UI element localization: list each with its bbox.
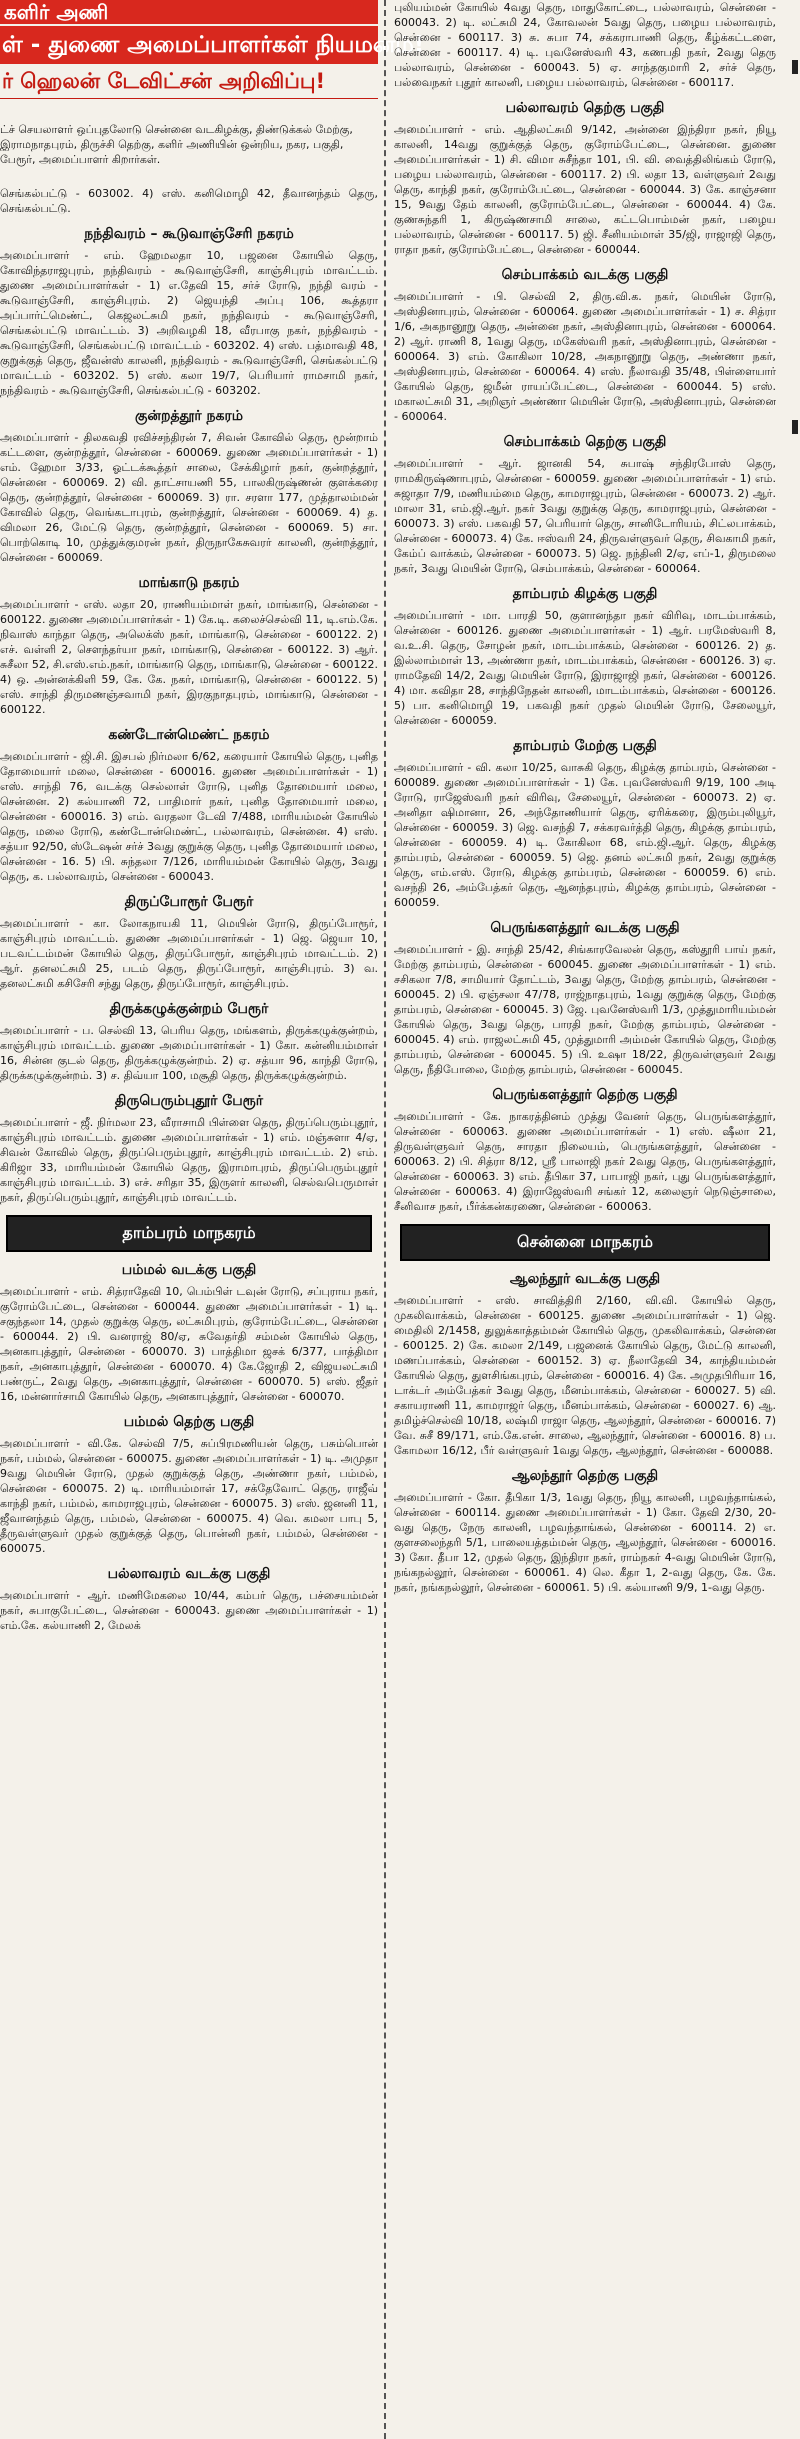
- section-body: புலியம்மன் கோயில் 4வது தெரு, மாதுகோட்டை, பல்லாவரம், சென்னை - 600043. 2) டி. லட்சுமி 24, கோவலன் 5வது தெரு, பழைய பல்லாவரம், சென்னை - 600117. 3) சு. சுபா 74, சக்கராபாணி தெரு, கீழ்க்கட்டளை, சென்னை - 600117. 4) டி. புவனேஸ்வரி 43, கணபதி நகர், 2வது தெரு பல்லாவரம், சென்னை - 600043. 5) ஏ. சாந்தகுமாரி 2, சர்ச் தெரு, பல்வைநகர் புதூர் காலனி, பழைய பல்லாவரம், சென்னை - 600117.: [394, 1, 776, 89]
- column-divider: [384, 0, 386, 2439]
- section-title: பம்மல் வடக்கு பகுதி: [121, 1262, 257, 1278]
- section-title: திருக்கழுக்குன்றம் பேரூர்: [109, 1001, 269, 1017]
- section-title: பல்லாவரம் தெற்கு பகுதி: [505, 100, 665, 116]
- section-title: பெருங்களத்தூர் வடக்கு பகுதி: [490, 920, 680, 936]
- intro-text: ட்ச் செயலாளர் ஒப்புதலோடு சென்னை வடகிழக்கு, திண்டுக்கல் மேற்கு, இராமநாதபுரம், திருச்சி தெற்கு, களிர் அணியின் ஒன்றிய, நகர, பகுதி, பேரூர், அமைப்பாளர் கிறார்கள்.: [0, 123, 353, 166]
- section-title: செம்பாக்கம் தெற்கு பகுதி: [503, 434, 667, 450]
- section-body: அமைப்பாளர் - ஆர். மணிமேகலை 10/44, கம்பர் தெரு, பச்சையம்மன் நகர், சுபாகுபேட்டை, சென்னை - 600043. துணை அமைப்பாளர்கள் - 1) எம்.கே. கல்யாணி 2, மேலக்: [0, 1589, 378, 1632]
- section-body: அமைப்பாளர் - எம். ஹேமலதா 10, பஜனை கோயில் தெரு, கோவிந்தராஜபுரம், நந்திவரம் - கூடுவாஞ்சேரி, காஞ்சிபுரம் மாவட்டம். துணை அமைப்பாளர்கள் - 1) எ.தேவி 15, சர்ச் ரோடு, நந்தி வரம் - கூடுவாஞ்சேரி, காஞ்சிபுரம். 2) ஜெயந்தி அப்பு 106, கூத்தரா அப்பார்ட்மெண்ட், கெஜலட்சுமி நகர், நந்திவரம் - கூடுவாஞ்சேரி, செங்கல்பட்டு மாவட்டம். 3) அறிவழகி 18, வீரபாகு நகர், நந்திவரம் - கூடுவாஞ்சேரி, செங்கல்பட்டு மாவட்டம் - 603202. 4) எஸ். பத்மாவதி 48, குறுக்குத் தெரு, ஜீவன்ஸ் காலனி, நந்திவரம் - கூடுவாஞ்சேரி, செங்கல்பட்டு மாவட்டம் - 603202. 5) எஸ். கலா 19/7, பெரியார் ராமசாமி நகர், நந்திவரம் - கூடுவாஞ்சேரி, செங்கல்பட்டு - 603202.: [0, 249, 378, 397]
- section-title: குன்றத்தூர் நகரம்: [135, 408, 243, 424]
- section-body: அமைப்பாளர் - ஜி.சி. இசபல் நிர்மலா 6/62, கரையார் கோயில் தெரு, புனித தோமையார் மலை, சென்னை - 600016. துணை அமைப்பாளர்கள் - 1) எஸ். சாந்தி 76, வடக்கு செல்லாள் ரோடு, புனித தோமையார் மலை, சென்னை. 2) கல்யாணி 72, பாதிமார் நகர், புனித தோமையார் மலை, சென்னை - 600016. 3) எம். வரதலா டேவி 7/488, மாரியம்மன் கோயில் தெரு, மலை ரோடு, கண்டோன்மெண்ட், பல்லாவரம், சென்னை. 4) எஸ். சத்யா 92/50, ஸ்டேஷன் சர்ச் 3வது குறுக்கு தெரு, புனித தோமையார் மலை, சென்னை - 16. 5) பி. சுந்தலா 7/126, மாரியம்மன் கோயில் தெரு, 3வது தெரு, க. பல்லாவரம், சென்னை - 600043.: [0, 750, 378, 883]
- section-body: அமைப்பாளர் - இ. சாந்தி 25/42, சிங்காரவேலன் தெரு, கஸ்தூரி பாய் நகர், மேற்கு தாம்பரம், சென்னை - 600045. துணை அமைப்பாளர்கள் - 1) எம். சசிகலா 7/8, சாமியார் தோட்டம், 3வது தெரு, மேற்கு தாம்பரம், சென்னை - 600045. 2) பி. ஏஞ்சலா 47/78, ராஜ்நாதபுரம், 1வது குறுக்கு தெரு, மேற்கு தாம்பரம், சென்னை - 600045. 3) ஜே. புவனேஸ்வரி 1/3, முத்துமாரியம்மன் கோயில் தெரு, 3வது தெரு, பாரதி நகர், மேற்கு தாம்பரம், சென்னை - 600045. 4) எம். ராஜலட்சுமி 45, முத்துமாரி அம்மன் கோயில் தெரு, மேற்கு தாம்பரம், சென்னை - 600045. 5) பி. உஷா 18/22, திருவள்ளுவர் 2வது தெரு, நீதிபோலை, மேற்கு தாம்பரம், சென்னை - 600045.: [394, 943, 776, 1076]
- section-body: அமைப்பாளர் - கே. நாகரத்தினம் முத்து வேனர் தெரு, பெருங்களத்தூர், சென்னை - 600063. துணை அமைப்பாளர்கள் - 1) எஸ். ஷீலா 21, திருவள்ளுவர் தெரு, சாரதா நிலையம், பெருங்களத்தூர், சென்னை - 600063. 2) பி. சித்ரா 8/12, ஸ்ரீ பாலாஜி நகர் 2வது தெரு, பெருங்களத்தூர், சென்னை - 600063. 3) எம். தீபிகா 37, பாபாஜி நகர், புது பெருங்களத்தூர், சென்னை - 600063. 4) இராஜேஸ்வரி சங்கர் 12, கலைஞர் நெடுஞ்சாலை, சீனிவாச நகர், பீர்க்கன்கரணை, சென்னை - 600063.: [394, 1110, 776, 1213]
- section-body: அமைப்பாளர் - கா. லோகநாயகி 11, மெயின் ரோடு, திருப்போரூர், காஞ்சிபுரம் மாவட்டம். துணை அமைப்பாளர்கள் - 1) ஜெ. ஜெயா 10, படவட்டம்மன் கோயில் தெரு, திருப்போரூர், காஞ்சிபுரம் மாவட்டம். 2) ஆர். தனலட்சுமி 25, படம் தெரு, திருப்போரூர், காஞ்சிபுரம். 3) வ. தனலட்சுமி கசிசேரி சந்து தெரு, திருப்போரூர், காஞ்சிபுரம்.: [0, 917, 378, 990]
- section-title: பம்மல் தெற்கு பகுதி: [123, 1414, 255, 1430]
- section-title: கண்டோன்மெண்ட் நகரம்: [108, 727, 270, 743]
- section-title: செம்பாக்கம் வடக்கு பகுதி: [501, 267, 669, 283]
- section-body: அமைப்பாளர் - வி. கலா 10/25, வாசுகி தெரு, கிழக்கு தாம்பரம், சென்னை - 600089. துணை அமைப்பாளர்கள் - 1) கே. புவனேஸ்வரி 9/19, 100 அடி ரோடு, ராஜேஸ்வரி நகர் விரிவு, சேலையூர், சென்னை - 600073. 2) ஏ. அனிதா ஷிமானா, 26, அந்தோணியார் தெரு, ஏரிக்கரை, இரும்புலியூர், சென்னை - 600059. 3) ஜெ. வசந்தி 7, சக்கரவர்த்தி தெரு, கிழக்கு தாம்பரம், சென்னை - 600059. 4) டி. கோகிலா 68, எம்.ஜி.ஆர். தெரு, கிழக்கு தாம்பரம், சென்னை - 600059. 5) ஜெ. தனம் லட்சுமி நகர், 2வது குறுக்கு தெரு, எம்.எஸ். ரோடு, கிழக்கு தாம்பரம், சென்னை - 600059. 6) எம். வசந்தி 26, அம்பேத்கர் தெரு, ஆனந்தபுரம், கிழக்கு தாம்பரம், சென்னை - 600059.: [394, 761, 776, 909]
- section-body: அமைப்பாளர் - எஸ். சாவித்திரி 2/160, வி.வி. கோயில் தெரு, முகலிவாக்கம், சென்னை - 600125. துணை அமைப்பாளர்கள் - 1) ஜெ. மைதிலி 2/1458, துலுக்காத்தம்மன் கோயில் தெரு, முகலிவாக்கம், சென்னை - 600125. 2) கே. கமலா 2/149, பஜனைக் கோயில் தெரு, மேட்டு காலனி, மணப்பாக்கம், சென்னை - 600152. 3) ஏ. நீலாதேவி 34, காந்தியம்மன் கோயில் தெரு, துளசிங்கபுரம், சென்னை - 600016. 4) கே. அமுதபிரியா 16, டாக்டர் அம்பேத்கர் 3வது தெரு, மீனம்பாக்கம், சென்னை - 600027. 5) வி. சகாயராணி 11, காமராஜர் தெரு, மீனம்பாக்கம், சென்னை - 600027. 6) ஆ. தமிழ்ச்செல்வி 10/18, லஷ்மி ராஜா தெரு, ஆலந்தூர், சென்னை - 600016. 7) வே. சுசீ 89/171, எம்.கே.என். சாலை, ஆலந்தூர், சென்னை - 600016. 8) ப. கோமலா 16/12, பீர் வள்ளுவர் 1வது தெரு, ஆலந்தூர், சென்னை - 600088.: [394, 1294, 777, 1457]
- section-body: அமைப்பாளர் - மா. பாரதி 50, குளானந்தா நகர் விரிவு, மாடம்பாக்கம், சென்னை - 600126. துணை அமைப்பாளர்கள் - 1) ஆர். பரமேஸ்வரி 8, வ.உ.சி. தெரு, சோழன் நகர், மாடம்பாக்கம், சென்னை - 600126. 2) த. இல்லாம்மாள் 13, அண்ணா நகர், மாடம்பாக்கம், சென்னை - 600126. 3) ஏ. ராமதேவி 14/2, 2வது மெயின் ரோடு, இராஜாஜி நகர், சென்னை - 600126. 4) மா. கவிதா 28, சாந்திநேதன் காலனி, மாடம்பாக்கம், சென்னை - 600126. 5) பா. கனிமொழி 19, பகவதி நகர் முதல் மெயின் ரோடு, சேலையூர், சென்னை - 600059.: [394, 609, 776, 727]
- city-banner: தாம்பரம் மாநகரம்: [6, 1215, 372, 1252]
- headline: ள் - துணை அமைப்பாளர்கள் நியமனம்!: [0, 26, 378, 64]
- header-wing-title: களிர் அணி: [0, 0, 378, 24]
- right-column: [394, 0, 776, 2439]
- section-title: பெருங்களத்தூர் தெற்கு பகுதி: [492, 1087, 678, 1103]
- section-title: தாம்பரம் கிழக்கு பகுதி: [512, 586, 658, 602]
- section-body: அமைப்பாளர் - ஜீ. நிர்மலா 23, வீராசாமி பிள்ளை தெரு, திருப்பெரும்புதூர், காஞ்சிபுரம் மாவட்டம். துணை அமைப்பாளர்கள் - 1) எம். மஞ்சுளா 4/ஏ, சிவன் கோவில் தெரு, திருப்பெரும்புதூர், காஞ்சிபுரம் மாவட்டம். 2) எம். கிரிஜா 33, மாரியம்மன் கோயில் தெரு, இராமாபுரம், திருப்பெரும்புதூர் காஞ்சிபுரம் மாவட்டம். 3) எச். சரிதா 35, இருளர் காலனி, செல்வபெருமாள் நகர், திருப்பெரும்புதூர், காஞ்சிபுரம் மாவட்டம்.: [0, 1116, 378, 1204]
- section-body: அமைப்பாளர் - திலகவதி ரவிச்சந்திரன் 7, சிவன் கோவில் தெரு, மூன்றாம் கட்டளை, குன்றத்தூர், சென்னை - 600069. துணை அமைப்பாளர்கள் - 1) எம். ஹேமா 3/33, ஓட்டக்கூத்தர் சாலை, சேக்கிழார் நகர், குன்றத்தூர், சென்னை - 600069. 2) வி. தாட்சாயணி 55, பாலகிருஷ்ணன் குளக்கரை தெரு, குன்றத்தூர், சென்னை - 600069. 3) ரா. சரளா 177, முத்தாலம்மன் கோவில் தெரு, வெங்கடாபுரம், குன்றத்தூர், சென்னை - 600069. 4) த. விமலா 26, மேட்டு தெரு, குன்றத்தூர், சென்னை - 600069. 5) சா. பொற்கொடி 10, முத்துக்குமரன் நகர், திருநாகேசுவரர் காலனி, குன்றத்தூர், சென்னை - 600069.: [0, 431, 378, 564]
- section-title: திருப்போரூர் பேரூர்: [124, 894, 254, 910]
- section-title: தாம்பரம் மேற்கு பகுதி: [513, 738, 657, 754]
- section-title: ஆலந்தூர் தெற்கு பகுதி: [511, 1468, 659, 1484]
- section-body: அமைப்பாளர் - எம். ஆதிலட்சுமி 9/142, அன்னை இந்திரா நகர், நியூ காலனி, 14வது குறுக்குத் தெரு, குரோம்பேட்டை, சென்னை. துணை அமைப்பாளர்கள் - 1) சி. விமா சுசீந்தா 101, பி. வி. வைத்திலிங்கம் ரோடு, பழைய பல்லாவரம், சென்னை - 600117. 2) பி. லதா 13, வள்ளுவர் 2வது தெரு, காந்தி நகர், குரோம்பேட்டை, சென்னை - 600044. 3) கே. காஞ்சனா 15, 9வது தேம் காலனி, குரோம்பேட்டை, சென்னை - 600044. 4) கே. குணசுந்தரி 1, கிருஷ்ணசாமி சாலை, கட்டபொம்மன் நகர், பழைய பல்லாவரம், சென்னை - 600117. 5) ஜி. சீனியம்மாள் 35/ஜி, ராஜாஜி தெரு, ராதா நகர், குரோம்பேட்டை, சென்னை - 600044.: [394, 123, 776, 256]
- section-body: அமைப்பாளர் - எஸ். லதா 20, ராணியம்மாள் நகர், மாங்காடு, சென்னை - 600122. துணை அமைப்பாளர்கள் - 1) கே.டி. கலைச்செல்வி 11, டி.எம்.கே. நிவாஸ் காந்தா தெரு, அலெக்ஸ் நகர், மாங்காடு, சென்னை - 600122. 2) எச். வள்ளி 2, சௌந்தர்யா நகர், மாங்காடு, சென்னை - 600122. 3) ஆர். சுசீலா 52, சி.எஸ்.எம்.நகர், மாங்காடு தெரு, மாங்காடு, சென்னை - 600122. 4) ஒ. அன்னக்கிளி 59, கே. கே. நகர், மாங்காடு, சென்னை - 600122. 5) எஸ். சாந்தி திருமணஞ்சவாமி நகர், இரகுநாதபுரம், மாங்காடு, சென்னை - 600122.: [0, 598, 378, 716]
- section-body: செங்கல்பட்டு - 603002. 4) எஸ். கனிமொழி 42, தீவானந்தம் தெரு, செங்கல்பட்டு.: [0, 187, 378, 215]
- section-body: அமைப்பாளர் - ஆர். ஜானகி 54, சுபாஷ் சந்திரபோஸ் தெரு, ராமகிருஷ்ணாபுரம், சென்னை - 600059. துணை அமைப்பாளர்கள் - 1) எம். சுஜாதா 7/9, மணியம்மை தெரு, காமராஜபுரம், சென்னை - 600073. 2) ஆர். மாலா 31, எம்.ஜி.ஆர். நகர் 3வது குறுக்கு தெரு, காமராஜபுரம், சென்னை - 600073. 3) எஸ். பகவதி 57, பெரியார் தெரு, சானிடோரியம், சிட்லபாக்கம், சென்னை - 600073. 4) கே. ஈஸ்வரி 24, திருவள்ளுவர் தெரு, சிவகாமி நகர், கேம்ப் வாக்கம், சென்னை - 600073. 5) ஜெ. நந்தினி 2/ஏ, எப்-1, திருமலை நகர், 3வது மெயின் ரோடு, செம்பாக்கம், சென்னை - 600064.: [394, 457, 776, 575]
- section-body: அமைப்பாளர் - கோ. தீபிகா 1/3, 1வது தெரு, நியூ காலனி, பழவந்தாங்கல், சென்னை - 600114. துணை அமைப்பாளர்கள் - 1) கோ. தேவி 2/30, 20-வது தெரு, நேரு காலனி, பழவந்தாங்கல், சென்னை - 600114. 2) எ. குளசலைந்தரி 5/1, பாலையத்தம்மன் தெரு, ஆலந்தூர், சென்னை - 600016. 3) கோ. தீபா 12, முதல் தெரு, இந்திரா நகர், ராம்நகர் 4-வது மெயின் ரோடு, நங்கநல்லூர், சென்னை - 600061. 4) லெ. கீதா 1, 2-வது தெரு, கே. கே. நகர், நங்கநல்லூர், சென்னை - 600061. 5) பி. கல்யாணி 9/9, 1-வது தெரு.: [394, 1491, 776, 1594]
- page-edge-mark: [792, 420, 798, 434]
- page-edge-mark: [792, 60, 798, 74]
- section-body: அமைப்பாளர் - ப. செல்வி 13, பெரிய தெரு, மங்களம், திருக்கழுக்குன்றம், காஞ்சிபுரம் மாவட்டம். துணை அமைப்பாளர்கள் - 1) கோ. கன்னியம்மாள் 16, சின்ன குடல் தெரு, திருக்கழுக்குன்றம். 2) ஏ. சத்யா 96, காந்தி ரோடு, திருக்கழுக்குன்றம். 3) ச. திவ்யா 100, மசூதி தெரு, திருக்கழுக்குன்றம்.: [0, 1024, 378, 1082]
- city-banner: சென்னை மாநகரம்: [400, 1224, 770, 1261]
- section-title: ஆலந்தூர் வடக்கு பகுதி: [509, 1271, 661, 1287]
- section-body: அமைப்பாளர் - எம். சித்ராதேவி 10, பெம்பிள் டவுன் ரோடு, சப்புராய நகர், குரோம்பேட்டை, சென்னை - 600044. துணை அமைப்பாளர்கள் - 1) டி. சகுந்தலா 14, முதல் குறுக்கு தெரு, லட்சுமிபுரம், குரோம்பேட்டை, சென்னை - 600044. 2) பி. வனராஜ் 80/ஏ, சுவேதர்தி சம்மன் கோயில் தெரு, அனகாபுத்தூர், சென்னை - 600070. 3) பாத்திமா ஜசக் 6/377, பாத்திமா நகர், அனகாபுத்தூர், சென்னை - 600070. 4) கே.ஜோதி 2, விஜயலட்சுமி பண்ருட், 2வது தெரு, அனகாபுத்தூர், சென்னை - 600070. 5) எஸ். ஜீதர் 16, மன்னார்சாமி கோயில் தெரு, அனகாபுத்தூர், சென்னை - 600070.: [0, 1285, 378, 1403]
- left-column: [0, 186, 378, 2439]
- section-title: திருபெரும்புதூர் பேரூர்: [114, 1093, 264, 1109]
- section-title: மாங்காடு நகரம்: [138, 575, 240, 591]
- article-header: [0, 0, 425, 120]
- section-title: பல்லாவரம் வடக்கு பகுதி: [107, 1566, 271, 1582]
- section-body: அமைப்பாளர் - பி. செல்வி 2, திரு.வி.க. நகர், மெயின் ரோடு, அஸ்தினாபுரம், சென்னை - 600064. துணை அமைப்பாளர்கள் - 1) ச. சித்ரா 1/6, அகநானூறு தெரு, அன்னை நகர், அஸ்தினாபுரம், சென்னை - 600064. 2) ஆர். ராணி 8, 1வது தெரு, மகேஸ்வரி நகர், அஸ்தினாபுரம், சென்னை - 600064. 3) எம். கோகிலா 10/28, அகநானூறு தெரு, அண்ணா நகர், அஸ்தினாபுரம், சென்னை - 600064. 4) எஸ். நீலாவதி 35/48, பிள்ளையார் கோயில் தெரு, ஜமீன் ராயப்பேட்டை, சென்னை - 600044. 5) எஸ். மகாலட்சுமி 31, அறிஞர் அண்ணா மெயின் ரோடு, அஸ்தினாபுரம், சென்னை - 600064.: [394, 290, 776, 423]
- subheadline: ர் ஹெலன் டேவிட்சன் அறிவிப்பு!: [0, 64, 378, 99]
- section-body: அமைப்பாளர் - வி.கே. செல்வி 7/5, சுப்பிரமணியன் தெரு, பசும்பொன் நகர், பம்மல், சென்னை - 600075. துணை அமைப்பாளர்கள் - 1) டி. அமுதா 9வது மெயின் ரோடு, முதல் குறுக்குத் தெரு, அண்ணா நகர், பம்மல், சென்னை - 600075. 2) டி. மாரியம்மாள் 17, சக்தேவோட் தெரு, ராஜீவ் காந்தி நகர், பம்மல், காமராஜபுரம், சென்னை - 600075. 3) எஸ். ஜனனி 11, ஜீவானந்தம் தெரு, பம்மல், சென்னை - 600075. 4) வெ. கமலா பாபு 5, தீருவள்ளுவர் முதல் குறுக்குத் தெரு, பொன்னி நகர், பம்மல், சென்னை - 600075.: [0, 1437, 378, 1555]
- intro-paragraph: [0, 122, 378, 167]
- section-title: நந்திவரம் – கூடுவாஞ்சேரி நகரம்: [84, 226, 294, 242]
